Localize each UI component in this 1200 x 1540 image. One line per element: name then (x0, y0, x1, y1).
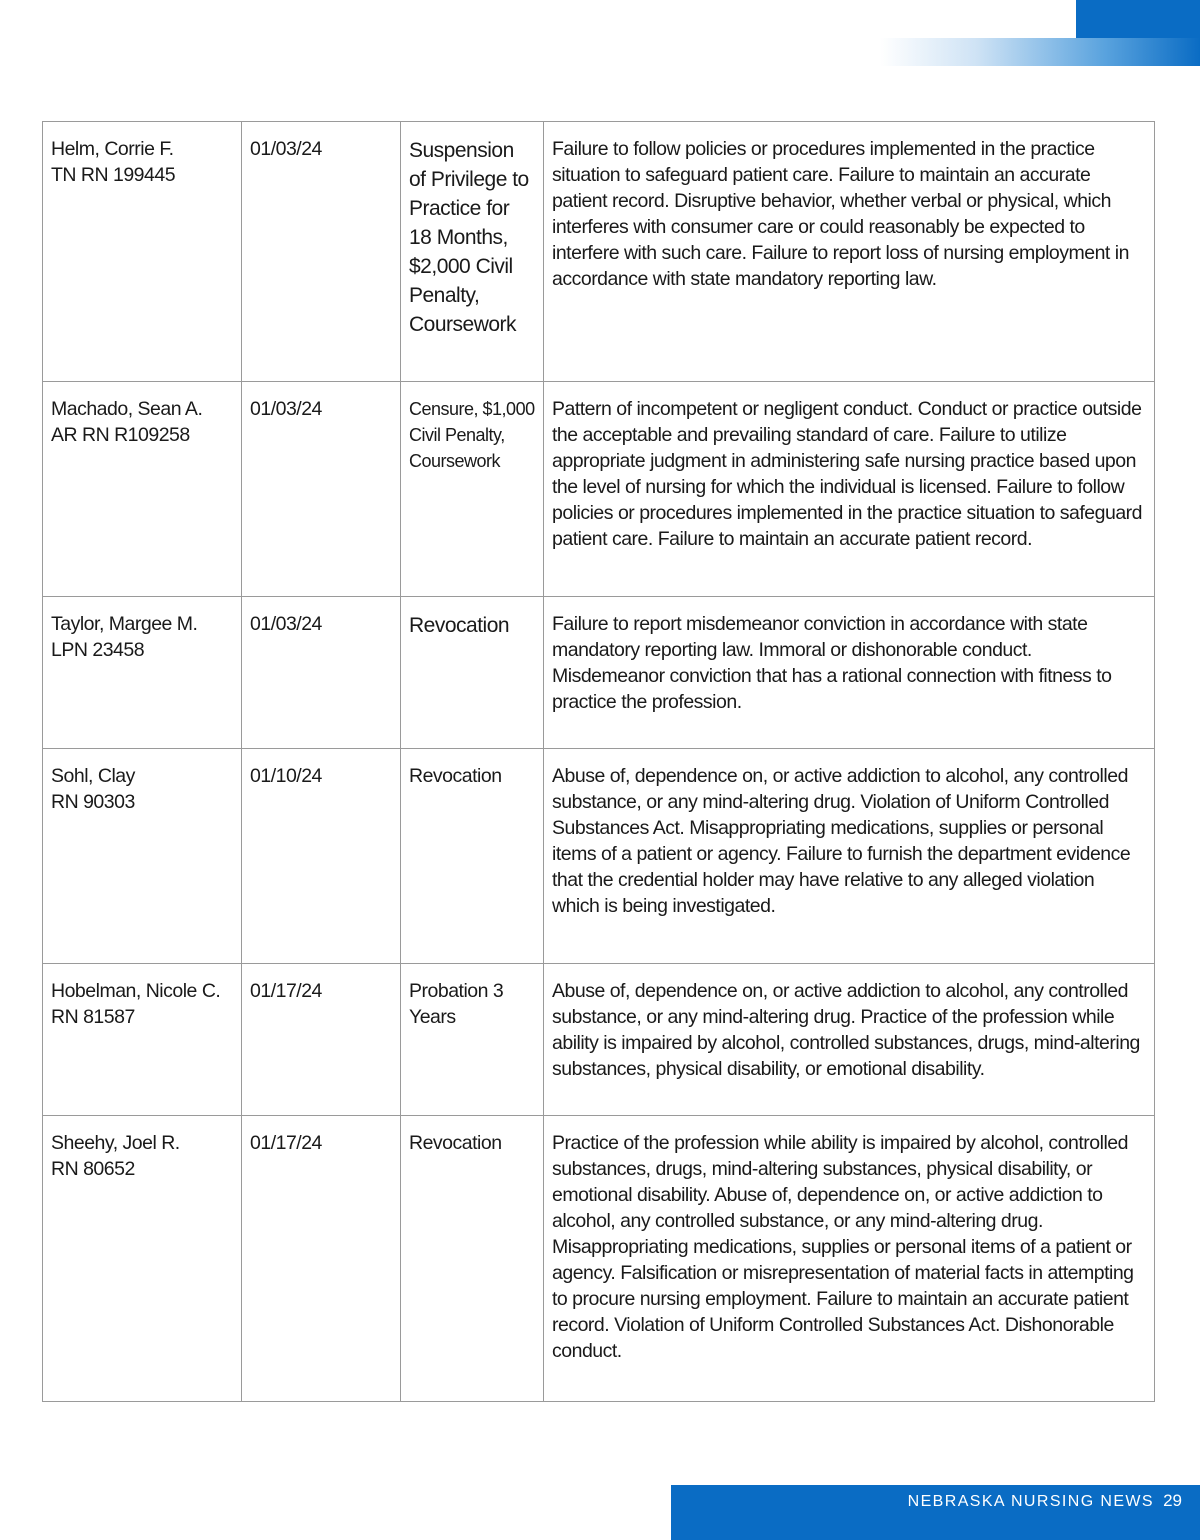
licensee-name: Sohl, Clay (51, 765, 135, 787)
action-cell: Suspension of Privilege to Practice for 18 Months, $2,000 Civil Penalty, Coursework (401, 122, 544, 382)
date-cell: 01/03/24 (242, 382, 401, 597)
name-cell (43, 1116, 242, 1402)
license-number: AR RN R109258 (51, 424, 190, 446)
license-number: RN 80652 (51, 1158, 135, 1180)
date-cell: 01/17/24 (242, 964, 401, 1116)
page-footer (671, 1485, 1200, 1540)
license-number: RN 90303 (51, 791, 135, 813)
licensee-name: Hobelman, Nicole C. (51, 980, 221, 1002)
name-cell (43, 597, 242, 749)
licensee-name: Sheehy, Joel R. (51, 1132, 180, 1154)
discipline-table (42, 121, 1155, 1402)
licensee-name: Helm, Corrie F. (51, 138, 174, 160)
name-cell (43, 964, 242, 1116)
page-number: 29 (1163, 1491, 1182, 1510)
date-cell: 01/03/24 (242, 122, 401, 382)
violation-cell: Abuse of, dependence on, or active addiction to alcohol, any controlled substance, or any mind-altering drug. Practice of the profession while ability is impaired by alcohol, controlled substances, drugs, mind-altering substances, physical disability, or emotional disability. (544, 964, 1155, 1116)
action-cell: Probation 3 Years (401, 964, 544, 1116)
publication-title: NEBRASKA NURSING NEWS (907, 1493, 1154, 1510)
table-row (43, 1116, 1155, 1402)
violation-cell: Failure to report misdemeanor conviction in accordance with state mandatory reporting law. Immoral or dishonorable conduct. Misdemeanor conviction that has a rational connection with fitness to practice the profession. (544, 597, 1155, 749)
table-row (43, 597, 1155, 749)
violation-cell: Abuse of, dependence on, or active addiction to alcohol, any controlled substance, or any mind-altering drug. Violation of Uniform Controlled Substances Act. Misappropriating medications, supplies or personal items of a patient or agency. Failure to furnish the department evidence that the credential holder may have relative to any alleged violation which is being investigated. (544, 749, 1155, 964)
license-number: LPN 23458 (51, 639, 145, 661)
action-cell: Revocation (401, 597, 544, 749)
license-number: RN 81587 (51, 1006, 135, 1028)
action-cell: Revocation (401, 749, 544, 964)
name-cell (43, 382, 242, 597)
table-row (43, 964, 1155, 1116)
name-cell (43, 122, 242, 382)
name-cell (43, 749, 242, 964)
action-cell: Revocation (401, 1116, 544, 1402)
licensee-name: Machado, Sean A. (51, 398, 203, 420)
date-cell: 01/17/24 (242, 1116, 401, 1402)
action-cell: Censure, $1,000 Civil Penalty, Coursework (401, 382, 544, 597)
violation-cell: Pattern of incompetent or negligent conduct. Conduct or practice outside the acceptable and prevailing standard of care. Failure to utilize appropriate judgment in administering safe nursing practice based upon the level of nursing for which the individual is licensed. Failure to follow policies or procedures implemented in the practice situation to safeguard patient care. Failure to maintain an accurate patient record. (544, 382, 1155, 597)
violation-cell: Practice of the profession while ability is impaired by alcohol, controlled substances, drugs, mind-altering substances, physical disability, or emotional disability. Abuse of, dependence on, or active addiction to alcohol, any controlled substance, or any mind-altering drug. Misappropriating medications, supplies or personal items of a patient or agency. Falsification or misrepresentation of material facts in attempting to procure nursing employment. Failure to maintain an accurate patient record. Violation of Uniform Controlled Substances Act. Dishonorable conduct. (544, 1116, 1155, 1402)
table-row (43, 122, 1155, 382)
date-cell: 01/10/24 (242, 749, 401, 964)
corner-accent-block (1076, 0, 1200, 38)
date-cell: 01/03/24 (242, 597, 401, 749)
violation-cell: Failure to follow policies or procedures implemented in the practice situation to safeguard patient care. Failure to maintain an accurate patient record. Disruptive behavior, whether verbal or physical, which interferes with consumer care or could reasonably be expected to interfere with such care. Failure to report loss of nursing employment in accordance with state mandatory reporting law. (544, 122, 1155, 382)
licensee-name: Taylor, Margee M. (51, 613, 198, 635)
table-row (43, 749, 1155, 964)
corner-gradient-bar (880, 38, 1200, 66)
table-row (43, 382, 1155, 597)
license-number: TN RN 199445 (51, 164, 176, 186)
